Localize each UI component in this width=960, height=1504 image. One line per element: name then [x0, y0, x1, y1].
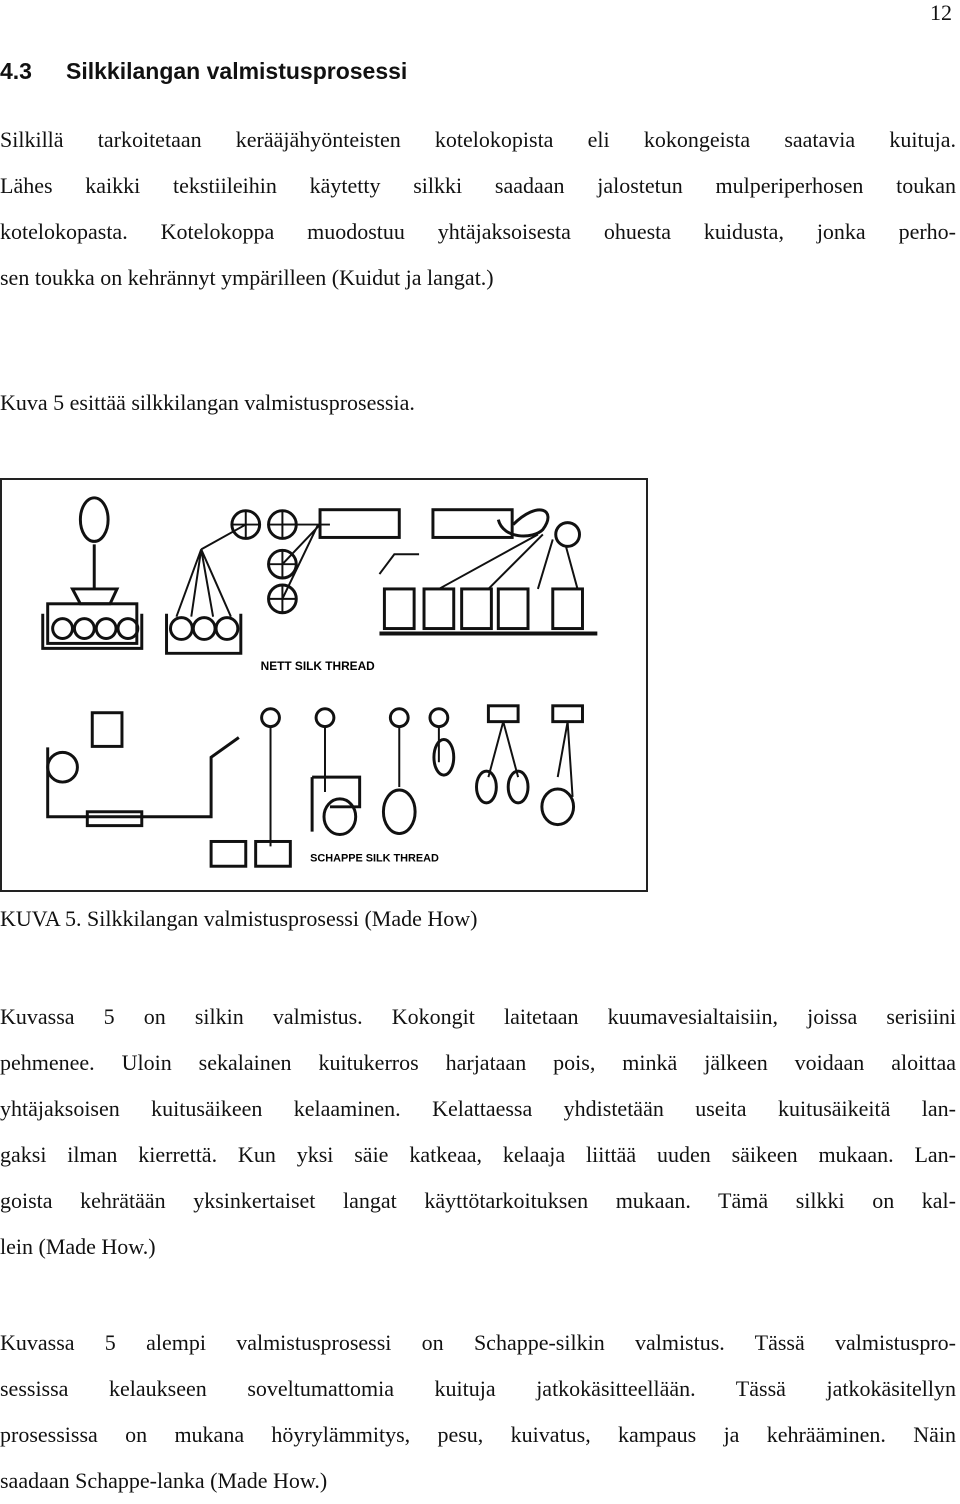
- text-line: goista kehrätään yksinkertaiset langat käyttötarkoituksen mukaan. Tämä silkki on kal-: [0, 1188, 956, 1213]
- diagram-label-top: NETT SILK THREAD: [260, 659, 375, 674]
- text-line: Silkillä tarkoitetaan kerääjähyönteisten kotelokopista eli kokongeista saatavia kuituja.: [0, 127, 956, 152]
- paragraph-description: [0, 994, 956, 1270]
- section-number: 4.3: [0, 58, 32, 84]
- text-line: sen toukka on kehrännyt ympärilleen (Kuidut ja langat.): [0, 265, 494, 290]
- text-line: gaksi ilman kierrettä. Kun yksi säie katkeaa, kelaaja liittää uuden säikeen mukaan. Lan-: [0, 1142, 956, 1167]
- text-line: prosessissa on mukana höyrylämmitys, pesu, kuivatus, kampaus ja kehrääminen. Näin: [0, 1422, 956, 1447]
- section-heading: [0, 58, 407, 85]
- diagram-label-bottom: SCHAPPE SILK THREAD: [310, 852, 439, 865]
- text-line: Lähes kaikki tekstiileihin käytetty silkki saadaan jalostetun mulperiperhosen toukan: [0, 173, 956, 198]
- silk-process-diagram: [2, 480, 646, 890]
- section-title: Silkkilangan valmistusprosessi: [66, 58, 408, 84]
- page-number: 12: [930, 0, 952, 25]
- text-line: saadaan Schappe-lanka (Made How.): [0, 1468, 328, 1493]
- text-line: Kuvassa 5 alempi valmistusprosessi on Schappe-silkin valmistus. Tässä valmistuspro-: [0, 1330, 956, 1355]
- paragraph-intro: [0, 117, 956, 301]
- text-line: kotelokopasta. Kotelokoppa muodostuu yhtäjaksoisesta ohuesta kuidusta, jonka perho-: [0, 219, 956, 244]
- text-line: yhtäjaksoisen kuitusäikeen kelaaminen. Kelattaessa yhdistetään useita kuitusäikeitä lan-: [0, 1096, 956, 1121]
- cocoon-shape: [80, 498, 108, 542]
- paragraph-figure-ref: [0, 380, 956, 426]
- text-line: lein (Made How.): [0, 1234, 156, 1259]
- text-line: Kuvassa 5 on silkin valmistus. Kokongit laitetaan kuumavesialtaisiin, joissa serisiini: [0, 1004, 956, 1029]
- figure-caption: KUVA 5. Silkkilangan valmistusprosessi (Made How): [0, 906, 478, 931]
- text-line: sessissa kelaukseen soveltumattomia kuituja jatkokäsitteellään. Tässä jatkokäsitellyn: [0, 1376, 956, 1401]
- drum-shape: [92, 713, 122, 747]
- text-line: Kuva 5 esittää silkkilangan valmistusprosessia.: [0, 390, 415, 415]
- silk-process-figure: [0, 478, 648, 892]
- text-line: pehmenee. Uloin sekalainen kuitukerros harjataan pois, minkä jälkeen voidaan aloittaa: [0, 1050, 956, 1075]
- spool-shape: [320, 510, 399, 538]
- paragraph-schappe: [0, 1320, 956, 1504]
